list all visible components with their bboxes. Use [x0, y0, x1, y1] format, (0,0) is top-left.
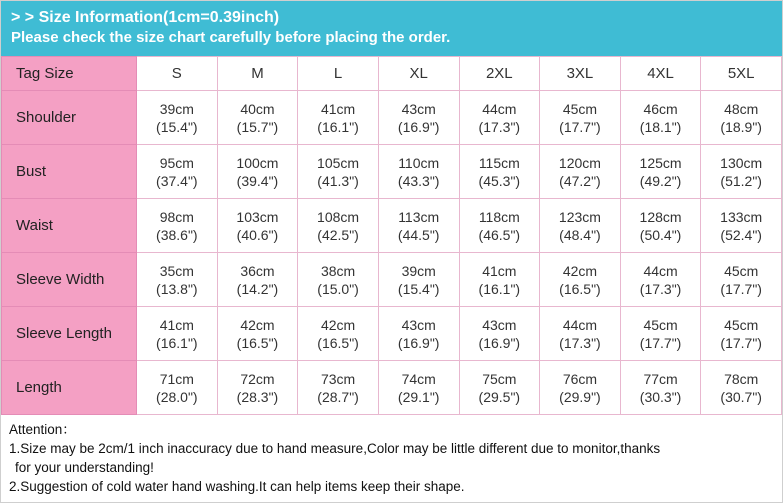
cell-cm: 74cm: [401, 370, 436, 387]
cell-sleeve-width-s: [137, 253, 218, 307]
table-row: [2, 361, 782, 415]
cell-inch: (29.9"): [559, 388, 601, 405]
cell-bust-2xl: [459, 145, 540, 199]
table-header: [2, 57, 782, 91]
cell-sleeve-width-4xl: [620, 253, 701, 307]
table-body: [2, 91, 782, 415]
cell-bust-xl: [378, 145, 459, 199]
cell-bust-m: [217, 145, 298, 199]
cell-bust-5xl: [701, 145, 782, 199]
column-header-tag-size: Tag Size: [2, 57, 137, 91]
cell-inch: (16.1"): [317, 118, 359, 135]
cell-cm: 98cm: [159, 208, 194, 225]
cell-inch: (17.7"): [559, 118, 601, 135]
cell-shoulder-m: [217, 91, 298, 145]
row-label-bust: Bust: [2, 145, 137, 199]
cell-inch: (14.2"): [236, 280, 279, 297]
cell-cm: 38cm: [320, 262, 356, 279]
cell-cm: 36cm: [240, 262, 275, 279]
cell-inch: (46.5"): [478, 226, 521, 243]
cell-cm: 35cm: [159, 262, 194, 279]
cell-cm: 100cm: [236, 154, 279, 171]
cell-sleeve-length-4xl: [620, 307, 701, 361]
cell-shoulder-3xl: [540, 91, 621, 145]
cell-inch: (28.0"): [156, 388, 198, 405]
table-row: [2, 253, 782, 307]
cell-cm: 133cm: [720, 208, 763, 225]
cell-inch: (29.1"): [397, 388, 440, 405]
table-row: [2, 199, 782, 253]
cell-cm: 42cm: [562, 262, 598, 279]
cell-cm: 108cm: [317, 208, 360, 225]
cell-cm: 43cm: [401, 316, 436, 333]
cell-cm: 41cm: [320, 100, 356, 117]
cell-inch: (45.3"): [478, 172, 521, 189]
cell-cm: 44cm: [643, 262, 678, 279]
attention-line-1-cont: for your understanding!: [15, 460, 154, 475]
cell-inch: (17.3"): [559, 334, 601, 351]
cell-inch: (16.9"): [478, 334, 521, 351]
cell-inch: (17.7"): [639, 334, 682, 351]
cell-waist-4xl: [620, 199, 701, 253]
cell-cm: 71cm: [159, 370, 194, 387]
cell-cm: 110cm: [398, 154, 440, 171]
cell-cm: 128cm: [639, 208, 682, 225]
cell-waist-m: [217, 199, 298, 253]
cell-waist-l: [298, 199, 379, 253]
cell-inch: (52.4"): [720, 226, 762, 243]
cell-sleeve-length-l: [298, 307, 379, 361]
cell-inch: (16.5"): [236, 334, 279, 351]
cell-inch: (28.3"): [236, 388, 279, 405]
cell-inch: (44.5"): [397, 226, 440, 243]
cell-length-s: [137, 361, 218, 415]
cell-cm: 45cm: [562, 100, 598, 117]
cell-inch: (16.1"): [478, 280, 521, 297]
cell-bust-s: [137, 145, 218, 199]
cell-waist-s: [137, 199, 218, 253]
attention-line-1: 1.Size may be 2cm/1 inch inaccuracy due to hand measure,Color may be little different due to monitor,thanks: [9, 441, 661, 456]
cell-cm: 42cm: [240, 316, 275, 333]
cell-length-4xl: [620, 361, 701, 415]
cell-inch: (18.1"): [639, 118, 682, 135]
cell-cm: 115cm: [478, 154, 520, 171]
cell-inch: (39.4"): [236, 172, 279, 189]
cell-cm: 41cm: [159, 316, 194, 333]
cell-cm: 75cm: [482, 370, 517, 387]
cell-inch: (17.3"): [478, 118, 521, 135]
size-chart-table: [1, 56, 782, 415]
cell-cm: 95cm: [159, 154, 194, 171]
cell-sleeve-length-m: [217, 307, 298, 361]
cell-inch: (16.9"): [397, 334, 440, 351]
column-header-2xl: 2XL: [459, 57, 540, 91]
cell-sleeve-width-xl: [378, 253, 459, 307]
cell-cm: 113cm: [398, 208, 440, 225]
cell-cm: 73cm: [320, 370, 356, 387]
cell-shoulder-2xl: [459, 91, 540, 145]
cell-inch: (28.7"): [317, 388, 359, 405]
table-row: [2, 145, 782, 199]
column-header-xl: XL: [378, 57, 459, 91]
cell-cm: 123cm: [558, 208, 601, 225]
cell-cm: 130cm: [720, 154, 763, 171]
column-header-s: S: [137, 57, 218, 91]
row-label-length: Length: [2, 361, 137, 415]
cell-cm: 105cm: [317, 154, 360, 171]
cell-shoulder-s: [137, 91, 218, 145]
cell-sleeve-length-xl: [378, 307, 459, 361]
cell-cm: 45cm: [643, 316, 678, 333]
cell-cm: 103cm: [236, 208, 279, 225]
cell-length-xl: [378, 361, 459, 415]
column-header-4xl: 4XL: [620, 57, 701, 91]
attention-line-2: 2.Suggestion of cold water hand washing.It can help items keep their shape.: [9, 479, 465, 494]
row-label-shoulder: Shoulder: [2, 91, 137, 145]
header-title: > > Size Information(1cm=0.39inch): [11, 9, 280, 26]
cell-shoulder-4xl: [620, 91, 701, 145]
cell-sleeve-width-l: [298, 253, 379, 307]
cell-shoulder-xl: [378, 91, 459, 145]
cell-cm: 42cm: [320, 316, 356, 333]
cell-bust-l: [298, 145, 379, 199]
cell-inch: (18.9"): [720, 118, 762, 135]
cell-sleeve-length-s: [137, 307, 218, 361]
column-header-5xl: 5XL: [701, 57, 782, 91]
table-row: [2, 307, 782, 361]
cell-length-3xl: [540, 361, 621, 415]
cell-inch: (17.3"): [639, 280, 682, 297]
cell-inch: (17.7"): [720, 280, 762, 297]
cell-inch: (15.4"): [397, 280, 440, 297]
cell-inch: (41.3"): [317, 172, 359, 189]
header-subtitle: Please check the size chart carefully before placing the order.: [11, 29, 451, 46]
header-banner: [1, 1, 782, 56]
cell-bust-3xl: [540, 145, 621, 199]
cell-cm: 78cm: [724, 370, 759, 387]
cell-bust-4xl: [620, 145, 701, 199]
cell-shoulder-l: [298, 91, 379, 145]
cell-inch: (42.5"): [317, 226, 359, 243]
cell-inch: (16.5"): [317, 334, 359, 351]
cell-waist-xl: [378, 199, 459, 253]
cell-inch: (30.7"): [720, 388, 762, 405]
column-header-m: M: [217, 57, 298, 91]
cell-waist-5xl: [701, 199, 782, 253]
cell-inch: (17.7"): [720, 334, 762, 351]
cell-cm: 77cm: [643, 370, 678, 387]
cell-inch: (38.6"): [156, 226, 198, 243]
cell-cm: 120cm: [558, 154, 601, 171]
cell-sleeve-length-3xl: [540, 307, 621, 361]
cell-cm: 44cm: [562, 316, 598, 333]
cell-cm: 48cm: [724, 100, 759, 117]
column-header-l: L: [298, 57, 379, 91]
cell-sleeve-length-2xl: [459, 307, 540, 361]
cell-cm: 40cm: [240, 100, 275, 117]
row-label-waist: Waist: [2, 199, 137, 253]
cell-sleeve-width-5xl: [701, 253, 782, 307]
cell-waist-2xl: [459, 199, 540, 253]
cell-length-l: [298, 361, 379, 415]
cell-cm: 43cm: [482, 316, 517, 333]
cell-inch: (16.1"): [156, 334, 198, 351]
cell-inch: (43.3"): [397, 172, 440, 189]
cell-inch: (49.2"): [639, 172, 682, 189]
cell-waist-3xl: [540, 199, 621, 253]
cell-inch: (16.5"): [559, 280, 601, 297]
cell-cm: 41cm: [482, 262, 517, 279]
cell-inch: (50.4"): [639, 226, 682, 243]
cell-inch: (15.7"): [236, 118, 279, 135]
attention-title: Attention：: [9, 422, 76, 437]
row-label-sleeve-length: Sleeve Length: [2, 307, 137, 361]
cell-cm: 43cm: [401, 100, 436, 117]
cell-inch: (48.4"): [559, 226, 601, 243]
cell-inch: (29.5"): [478, 388, 521, 405]
cell-cm: 118cm: [478, 208, 520, 225]
attention-section: [1, 415, 782, 502]
cell-inch: (13.8"): [156, 280, 198, 297]
cell-inch: (30.3"): [639, 388, 682, 405]
cell-cm: 39cm: [159, 100, 194, 117]
cell-cm: 45cm: [724, 316, 759, 333]
cell-inch: (37.4"): [156, 172, 198, 189]
row-label-sleeve-width: Sleeve Width: [2, 253, 137, 307]
column-header-3xl: 3XL: [540, 57, 621, 91]
cell-cm: 125cm: [639, 154, 682, 171]
cell-cm: 39cm: [401, 262, 436, 279]
cell-inch: (51.2"): [720, 172, 762, 189]
cell-cm: 46cm: [643, 100, 678, 117]
cell-sleeve-width-2xl: [459, 253, 540, 307]
cell-inch: (40.6"): [236, 226, 279, 243]
cell-inch: (16.9"): [397, 118, 440, 135]
cell-cm: 44cm: [482, 100, 517, 117]
cell-sleeve-length-5xl: [701, 307, 782, 361]
cell-inch: (47.2"): [559, 172, 601, 189]
table-row: [2, 91, 782, 145]
cell-inch: (15.0"): [317, 280, 359, 297]
cell-length-2xl: [459, 361, 540, 415]
cell-inch: (15.4"): [156, 118, 198, 135]
cell-sleeve-width-3xl: [540, 253, 621, 307]
cell-sleeve-width-m: [217, 253, 298, 307]
cell-cm: 76cm: [562, 370, 598, 387]
cell-shoulder-5xl: [701, 91, 782, 145]
table-header-row: [2, 57, 782, 91]
cell-length-m: [217, 361, 298, 415]
cell-cm: 72cm: [240, 370, 275, 387]
cell-length-5xl: [701, 361, 782, 415]
cell-cm: 45cm: [724, 262, 759, 279]
